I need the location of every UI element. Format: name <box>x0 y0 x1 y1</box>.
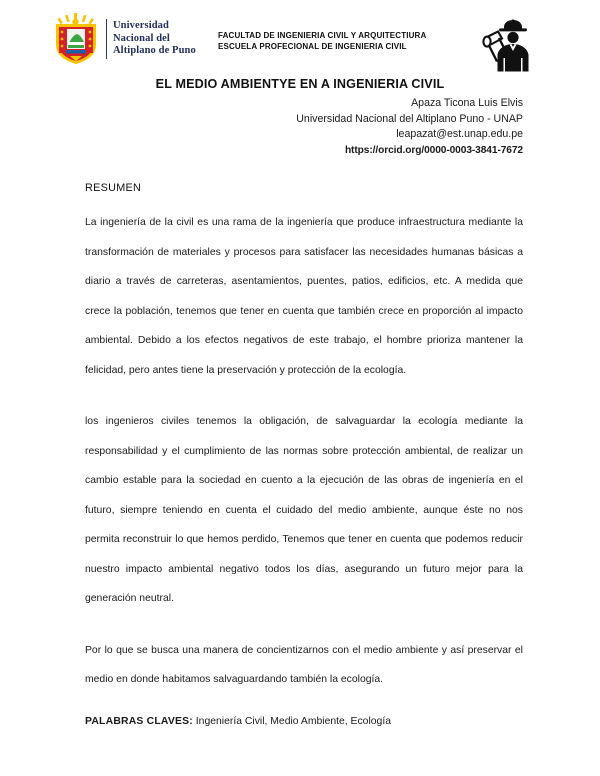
abstract-paragraph-3: Por lo que se busca una manera de concientizarnos con el medio ambiente y así preservar el medio en donde habitamos salvaguardando también la ecología. <box>85 644 523 685</box>
abstract-paragraph-2: los ingenieros civiles tenemos la obligación, de salvaguardar la ecología mediante la responsabilidad y el cumplimiento de las normas sobre protección ambiental, de realizar un cambio estable para la sociedad en cuento a la ejecución de las obras de ingeniería en el futuro, siempre teniendo en cuenta el cuidado del medio ambiente, aunque éste no nos permita reconstruir lo que hemos perdido, Tenemos que tener en cuenta que podemos reducir nuestro impacto ambiental negativo todos los días, asegurando un futuro mejor para la generación neutral. <box>85 416 523 604</box>
university-name-line-1: Universidad <box>113 20 169 32</box>
university-crest-icon <box>50 12 102 66</box>
faculty-line-2: ESCUELA PROFECIONAL DE INGENIERIA CIVIL <box>218 42 407 51</box>
author-affiliation: Universidad Nacional del Altiplano Puno - UNAP <box>296 112 523 125</box>
university-logo-block <box>50 12 196 66</box>
faculty-line-1: FACULTAD DE INGENIERIA CIVIL Y ARQUITECTIURA <box>218 31 427 40</box>
keywords-line <box>85 713 523 731</box>
abstract-heading: RESUMEN <box>85 182 142 194</box>
logo-divider <box>106 19 107 59</box>
abstract-paragraph-1: La ingeniería de la civil es una rama de la ingeniería que produce infraestructura mediante la transformación de materiales y procesos para satisfacer las necesidades humanas básicas a diario a través de carreteras, asentamientos, puentes, patios, edificios, etc. A medida que crece la población, tenemos que tener en cuenta que también crece en proporción al impacto ambiental. Debido a los efectos negativos de este trabajo, el hombre prioriza mantener la felicidad, pero antes tiene la preservación y protección de la ecología. <box>85 217 523 376</box>
author-block <box>85 96 523 158</box>
keywords-values: Ingeniería Civil, Medio Ambiente, Ecología <box>192 715 391 727</box>
abstract-section <box>85 182 523 731</box>
author-email: leapazat@est.unap.edu.pe <box>396 128 523 141</box>
keywords-label: PALABRAS CLAVES: <box>85 715 193 727</box>
faculty-heading <box>218 30 426 52</box>
author-name: Apaza Ticona Luis Elvis <box>411 97 523 109</box>
university-name-line-2: Nacional del <box>113 32 170 44</box>
university-name <box>113 20 196 57</box>
document-header <box>0 10 600 70</box>
page-title: EL MEDIO AMBIENTYE EN A INGENIERIA CIVIL <box>155 77 445 92</box>
university-name-line-3: Altiplano de Puno <box>113 45 196 57</box>
author-orcid-link[interactable]: https://orcid.org/0000-0003-3841-7672 <box>344 144 523 156</box>
engineer-with-hardhat-icon <box>478 18 538 74</box>
